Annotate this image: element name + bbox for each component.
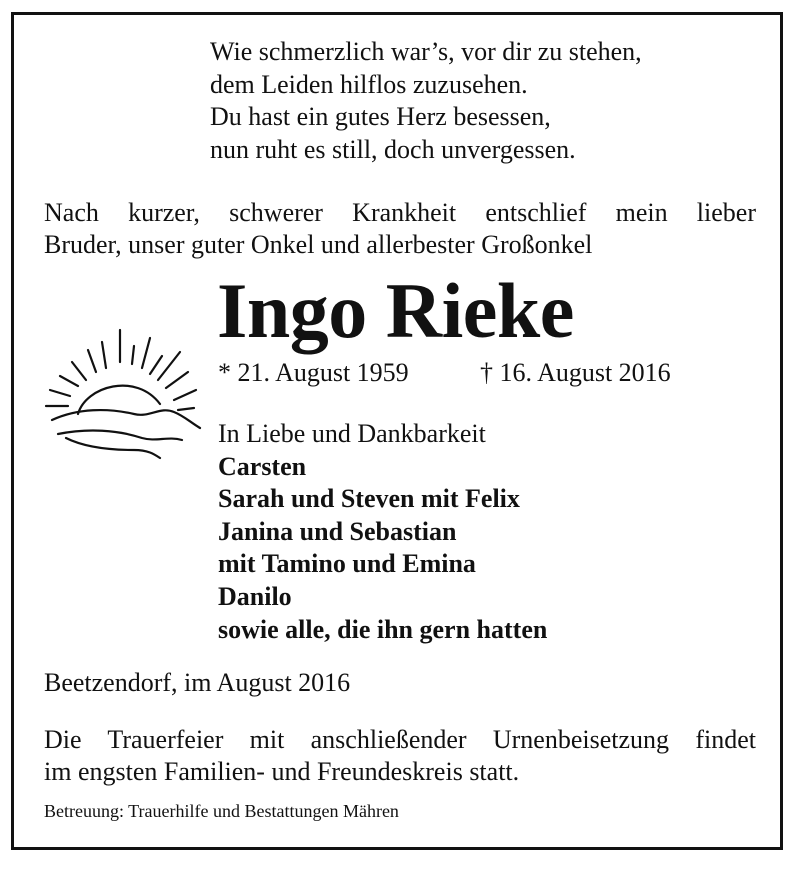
sunset-over-hills-icon xyxy=(38,324,208,464)
mourner-name: Sarah und Steven mit Felix xyxy=(218,484,520,514)
mourner-name: mit Tamino und Emina xyxy=(218,549,476,579)
announcement-line: Nach kurzer, schwerer Krankheit entschlief mein lieber xyxy=(44,198,756,227)
mourners-list xyxy=(218,418,547,646)
mourner-name: sowie alle, die ihn gern hatten xyxy=(218,614,548,644)
mourner-name: Carsten xyxy=(218,451,307,481)
mourner-name: Danilo xyxy=(218,581,292,611)
poem-line: Du hast ein gutes Herz besessen, xyxy=(210,102,551,131)
funeral-notice xyxy=(44,724,756,788)
poem xyxy=(210,36,642,166)
funeral-line: im engsten Familien- und Freundeskreis statt. xyxy=(44,757,520,786)
poem-line: dem Leiden hilflos zuzusehen. xyxy=(210,69,528,99)
poem-line: Wie schmerzlich war’s, vor dir zu stehen, xyxy=(210,37,642,66)
funeral-home-credit: Betreuung: Trauerhilfe und Bestattungen Mähren xyxy=(44,801,399,821)
life-dates xyxy=(218,357,671,389)
mourners-intro: In Liebe und Dankbarkeit xyxy=(218,419,486,448)
poem-line: nun ruht es still, doch unvergessen. xyxy=(210,134,576,164)
deceased-name: Ingo Rieke xyxy=(217,267,574,354)
death-date: † 16. August 2016 xyxy=(480,358,671,387)
announcement-line: Bruder, unser guter Onkel und allerbester Großonkel xyxy=(44,230,593,259)
announcement-text xyxy=(44,197,756,261)
birth-date: * 21. August 1959 xyxy=(218,358,409,387)
mourner-name: Janina und Sebastian xyxy=(218,516,457,546)
place-and-date: Beetzendorf, im August 2016 xyxy=(44,668,351,697)
funeral-line: Die Trauerfeier mit anschließender Urnenbeisetzung findet xyxy=(44,725,756,754)
